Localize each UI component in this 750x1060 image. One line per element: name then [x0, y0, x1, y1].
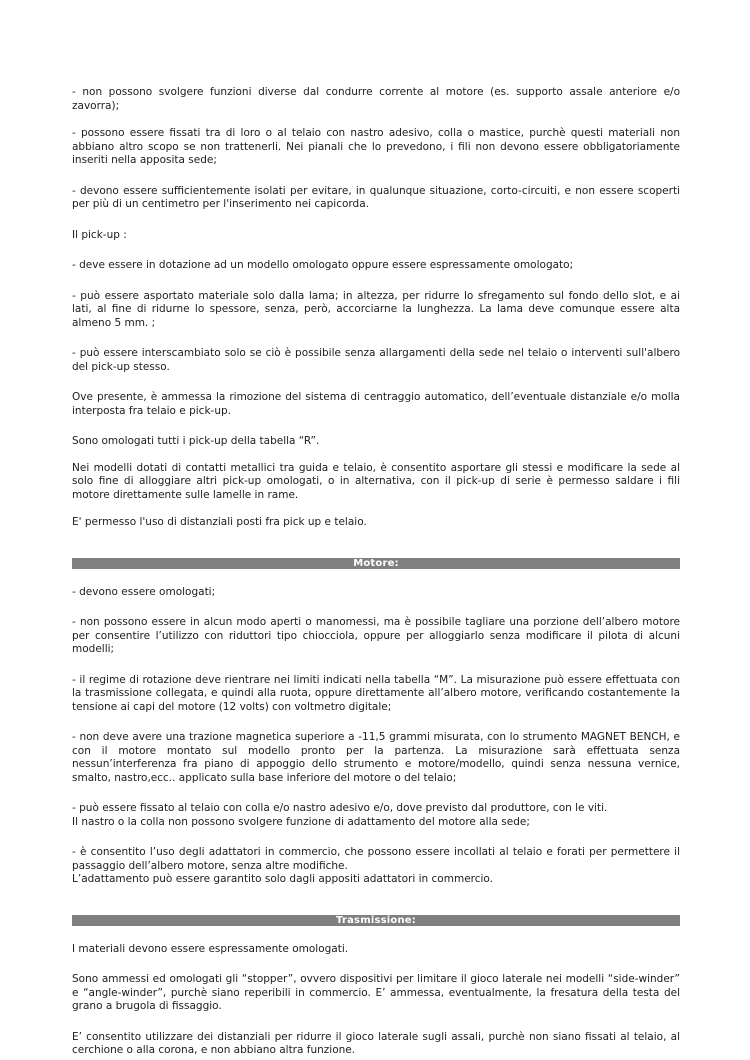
document-page — [72, 86, 680, 1058]
paragraph: Ove presente, è ammessa la rimozione del sistema di centraggio automatico, dell’eventuale distanziale e/o molla interposta fra telaio e pick-up. — [72, 391, 680, 417]
paragraph: Il nastro o la colla non possono svolgere funzione di adattamento del motore alla sede; — [72, 815, 530, 828]
paragraph: - può essere interscambiato solo se ciò è possibile senza allargamenti della sede nel telaio o interventi sull'albero del pick-up stesso. — [72, 347, 680, 373]
paragraph: - è consentito l’uso degli adattatori in commercio, che possono essere incollati al telaio e forati per permettere il passaggio dell’albero motore, senza altre modifiche. — [72, 846, 680, 872]
paragraph: - devono essere sufficientemente isolati per evitare, in qualunque situazione, corto-circuiti, e non essere scoperti per più di un centimetro per l'inserimento nei capicorda. — [72, 184, 680, 210]
paragraph: I materiali devono essere espressamente omologati. — [72, 942, 349, 955]
paragraph: - possono essere fissati tra di loro o al telaio con nastro adesivo, colla o mastice, purchè questi materiali non abbiano altro scopo se non trattenerli. Nei pianali che lo prevedono, i fili non devono essere obbligatoriamente inseriti nella apposita sede; — [72, 127, 680, 166]
paragraph: Nei modelli dotati di contatti metallici tra guida e telaio, è consentito asportare gli stessi e modificare la sede al solo fine di alloggiare altri pick-up omologati, o in alternativa, con il pick-up di serie è permesso saldare i fili motore direttamente sulle lamelle in rame. — [72, 461, 680, 501]
paragraph: - deve essere in dotazione ad un modello omologato oppure essere espressamente omologato; — [72, 259, 574, 271]
paragraph: - non deve avere una trazione magnetica superiore a -11,5 grammi misurata, con lo strumento MAGNET BENCH, e con il motore montato sul modello pronto per la partenza. La misurazione sarà effettuata senza nessun’interferenza fra piano di appoggio dello strumento e motore/modello, quindi senza nessuna vernice, smalto, nastro,ecc.. applicato sulla base inferiore del motore o del telaio; — [72, 731, 680, 784]
paragraph: E' permesso l'uso di distanziali posti fra pick up e telaio. — [72, 516, 367, 528]
paragraph: - può essere asportato materiale solo dalla lama; in altezza, per ridurre lo sfregamento sul fondo dello slot, e ai lati, al fine di ridurne lo spessore, senza, però, accorciarne la lunghezza. La lama deve comunque essere alta almeno 5 mm. ; — [72, 289, 680, 329]
paragraph: - può essere fissato al telaio con colla e/o nastro adesivo e/o, dove previsto dal produttore, con le viti. — [72, 802, 608, 814]
paragraph: - non possono essere in alcun modo aperti o manomessi, ma è possibile tagliare una porzione dell’albero motore per consentire l’utilizzo con riduttori tipo chiocciola, oppure per alloggiarlo senza modificare il pilota di alcuni modelli; — [72, 616, 680, 655]
paragraph: E’ consentito utilizzare dei distanziali per ridurre il gioco laterale sugli assali, purchè non siano fissati al telaio, al cerchione o alla corona, e non abbiano altra funzione. — [72, 1030, 680, 1056]
paragraph: - il regime di rotazione deve rientrare nei limiti indicati nella tabella “M”. La misurazione può essere effettuata con la trasmissione collegata, e quindi alla ruota, oppure direttamente all’albero motore, verificando costantemente la tensione ai capi del motore (12 volts) con voltmetro digitale; — [72, 673, 680, 713]
paragraph: Sono ammessi ed omologati gli “stopper”, ovvero dispositivi per limitare il gioco laterale nei modelli “side-winder” e “angle-winder”, purchè siano reperibili in commercio. E’ ammessa, eventualmente, la fresatura della testa del grano a brugola di fissaggio. — [72, 973, 680, 1012]
section-header-motore: Motore: — [72, 558, 680, 569]
paragraph: - devono essere omologati; — [72, 585, 216, 598]
paragraph: - non possono svolgere funzioni diverse dal condurre corrente al motore (es. supporto assale anteriore e/o zavorra); — [72, 86, 680, 112]
paragraph: Sono omologati tutti i pick-up della tabella “R”. — [72, 435, 320, 447]
paragraph: L’adattamento può essere garantito solo dagli appositi adattatori in commercio. — [72, 873, 494, 885]
section-header-trasmissione: Trasmissione: — [72, 915, 680, 926]
subheading-pick-up: Il pick-up : — [72, 228, 127, 241]
